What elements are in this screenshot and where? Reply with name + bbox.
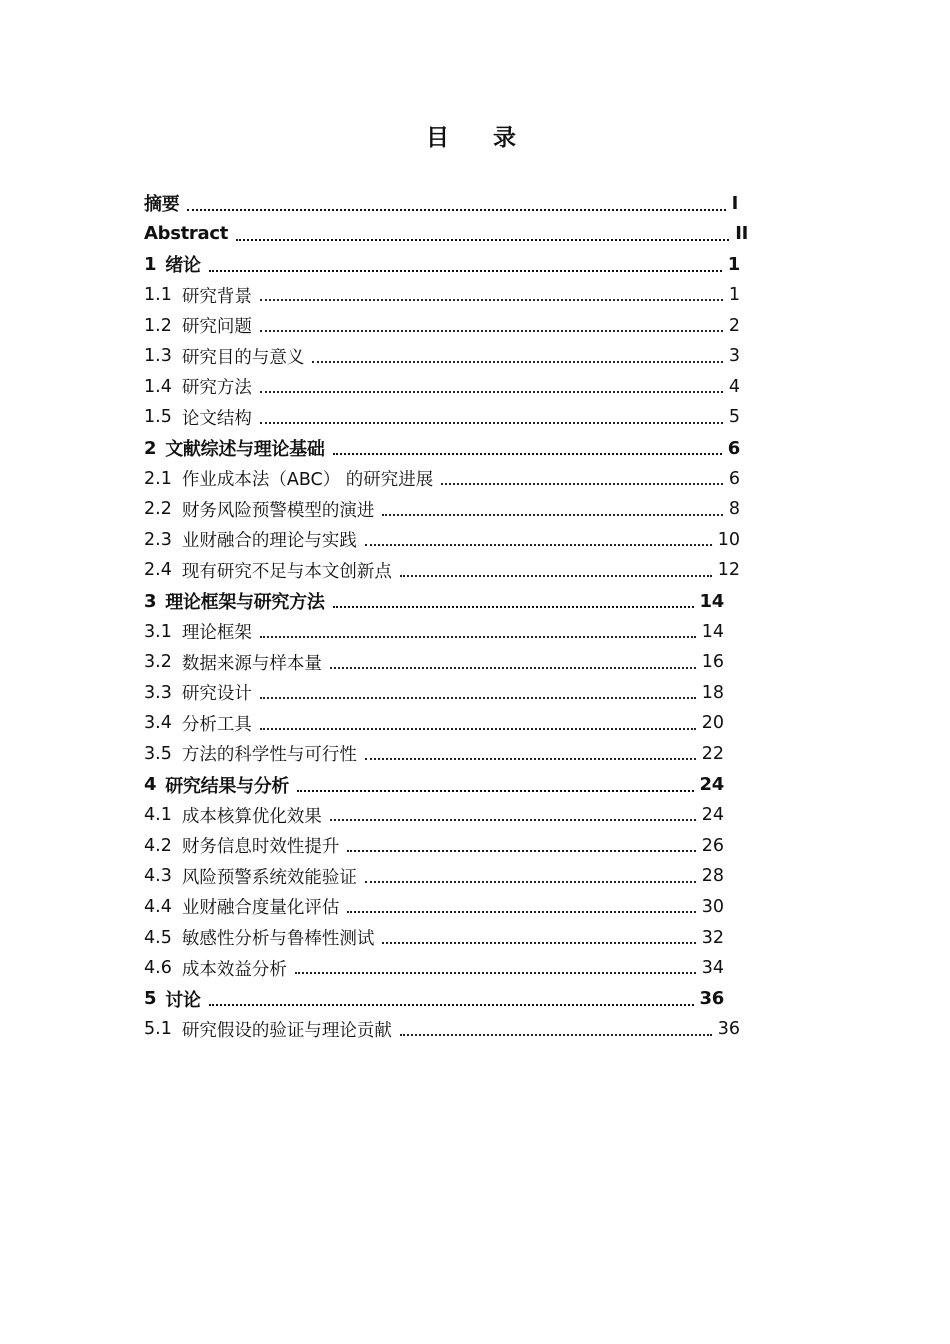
toc-entry-label: 理论框架与研究方法 [165,592,325,614]
toc-entry-label: 研究背景 [181,286,252,307]
toc-entry-number: 3.4 [144,713,172,734]
toc-entry-label: 绪论 [165,255,201,277]
toc-entry-number: 2.4 [144,560,172,581]
toc-entry-label: 数据来源与样本量 [181,653,322,674]
toc-entry-page-number: 22 [701,743,724,764]
toc-dot-leader [330,667,696,669]
toc-entry-number: 2.2 [144,499,172,520]
toc-entry-label: 文献综述与理论基础 [165,439,325,461]
toc-entry-label: 研究结果与分析 [165,775,290,797]
toc-entry-label: 业财融合的理论与实践 [181,531,357,552]
toc-entry-page-number: 16 [701,652,724,673]
toc-dot-leader [333,453,722,455]
toc-entry-page-number: 3 [728,346,740,367]
toc-list [144,188,764,1045]
toc-entry-label: 论文结构 [181,408,252,429]
toc-entry-label: 作业成本法（ABC） 的研究进展 [181,470,434,491]
toc-dot-leader [260,728,696,730]
toc-entry-label: 研究目的与意义 [181,347,305,368]
toc-entry-label: 现有研究不足与本文创新点 [181,561,392,582]
toc-entry-page-number: 14 [701,621,724,642]
toc-section-entry[interactable] [144,402,740,433]
toc-dot-leader [400,575,712,577]
toc-chapter-entry[interactable] [144,586,724,617]
toc-entry-label: Abstract [144,223,229,245]
toc-dot-leader [330,819,696,821]
toc-dot-leader [260,422,723,424]
toc-entry-number: 4.1 [144,805,172,826]
toc-dot-leader [209,270,722,272]
toc-chapter-entry[interactable] [144,433,740,464]
toc-entry-number: 1.2 [144,315,172,336]
toc-entry-page-number: 6 [728,468,740,489]
toc-entry-page-number: 8 [728,499,740,520]
page-title: 目 录 [425,125,534,151]
toc-dot-leader [260,391,723,393]
toc-dot-leader [382,942,695,944]
toc-entry-page-number: 26 [701,835,724,856]
toc-section-entry[interactable] [144,739,724,770]
toc-section-entry[interactable] [144,953,724,984]
toc-chapter-entry[interactable] [144,983,724,1014]
toc-section-entry[interactable] [144,861,724,892]
toc-section-entry[interactable] [144,830,724,861]
toc-dot-leader [236,239,729,241]
toc-entry-number: 3.5 [144,743,172,764]
toc-section-entry[interactable] [144,525,740,556]
toc-dot-leader [260,299,723,301]
toc-dot-leader [260,697,696,699]
toc-dot-leader [187,209,725,211]
toc-section-entry[interactable] [144,922,724,953]
toc-entry-page-number: 36 [717,1019,740,1040]
toc-entry-label: 方法的科学性与可行性 [181,745,357,766]
toc-section-entry[interactable] [144,280,740,311]
toc-entry-page-number: 34 [701,958,724,979]
toc-entry-label: 财务风险预警模型的演进 [181,500,375,521]
toc-dot-leader [295,972,696,974]
toc-entry-number: 4.3 [144,866,172,887]
toc-entry-page-number: 14 [699,590,724,612]
toc-dot-leader [400,1034,712,1036]
toc-entry-page-number: 36 [699,988,724,1010]
toc-entry-number: 3 [144,590,157,612]
toc-dot-leader [347,850,695,852]
toc-chapter-entry[interactable] [144,219,748,250]
toc-dot-leader [441,483,723,485]
toc-entry-number: 3.1 [144,621,172,642]
toc-entry-page-number: 10 [717,529,740,550]
toc-section-entry[interactable] [144,708,724,739]
toc-entry-page-number: 1 [728,285,740,306]
toc-entry-number: 3.2 [144,652,172,673]
toc-dot-leader [382,514,723,516]
toc-dot-leader [333,606,694,608]
toc-dot-leader [365,758,696,760]
toc-entry-label: 业财融合度量化评估 [181,898,340,919]
toc-entry-page-number: 30 [701,896,724,917]
toc-entry-label: 分析工具 [181,714,252,735]
toc-entry-number: 4.4 [144,896,172,917]
toc-entry-page-number: 1 [727,253,740,275]
toc-chapter-entry[interactable] [144,249,740,280]
toc-entry-number: 1.4 [144,376,172,397]
toc-entry-label: 摘要 [144,194,180,216]
toc-section-entry[interactable] [144,616,724,647]
toc-entry-number: 5 [144,988,157,1010]
toc-dot-leader [297,790,693,792]
toc-entry-number: 2.3 [144,529,172,550]
toc-dot-leader [260,330,723,332]
toc-entry-page-number: 32 [701,927,724,948]
toc-entry-number: 1.3 [144,346,172,367]
toc-entry-page-number: 28 [701,866,724,887]
toc-entry-page-number: 2 [728,315,740,336]
toc-entry-label: 理论框架 [181,623,252,644]
toc-section-entry[interactable] [144,341,740,372]
toc-entry-number: 5.1 [144,1019,172,1040]
toc-section-entry[interactable] [144,1014,740,1045]
toc-entry-label: 讨论 [165,989,201,1011]
toc-section-entry[interactable] [144,463,740,494]
toc-entry-label: 研究设计 [181,684,252,705]
toc-entry-label: 研究假设的验证与理论贡献 [181,1020,392,1041]
toc-entry-page-number: 18 [701,682,724,703]
toc-entry-number: 2.1 [144,468,172,489]
toc-dot-leader [347,911,695,913]
toc-entry-number: 4.5 [144,927,172,948]
toc-chapter-entry[interactable] [144,188,738,219]
toc-chapter-entry[interactable] [144,769,724,800]
toc-entry-number: 4.2 [144,835,172,856]
toc-entry-page-number: 12 [717,560,740,581]
toc-section-entry[interactable] [144,892,724,923]
toc-entry-label: 研究方法 [181,378,252,399]
toc-section-entry[interactable] [144,678,724,709]
toc-entry-page-number: I [731,192,738,214]
toc-entry-label: 成本核算优化效果 [181,806,322,827]
toc-section-entry[interactable] [144,372,740,403]
toc-section-entry[interactable] [144,494,740,525]
toc-entry-page-number: 20 [701,713,724,734]
toc-section-entry[interactable] [144,555,740,586]
toc-entry-page-number: 5 [728,407,740,428]
toc-entry-number: 4 [144,774,157,796]
toc-entry-page-number: 4 [728,376,740,397]
toc-entry-label: 成本效益分析 [181,959,287,980]
toc-entry-label: 财务信息时效性提升 [181,837,340,858]
toc-dot-leader [260,636,696,638]
toc-entry-number: 1 [144,253,157,275]
toc-entry-page-number: 6 [727,437,740,459]
toc-dot-leader [365,544,712,546]
toc-entry-number: 1.5 [144,407,172,428]
toc-entry-page-number: II [735,223,748,245]
toc-entry-number: 1.1 [144,285,172,306]
toc-dot-leader [312,361,723,363]
toc-section-entry[interactable] [144,310,740,341]
toc-entry-label: 研究问题 [181,317,252,338]
toc-entry-label: 敏感性分析与鲁棒性测试 [181,929,375,950]
toc-dot-leader [365,881,696,883]
toc-entry-number: 2 [144,437,157,459]
toc-entry-number: 3.3 [144,682,172,703]
toc-entry-label: 风险预警系统效能验证 [181,867,357,888]
toc-section-entry[interactable] [144,647,724,678]
toc-entry-page-number: 24 [701,805,724,826]
toc-dot-leader [209,1004,694,1006]
toc-section-entry[interactable] [144,800,724,831]
toc-entry-number: 4.6 [144,958,172,979]
toc-entry-page-number: 24 [699,774,724,796]
